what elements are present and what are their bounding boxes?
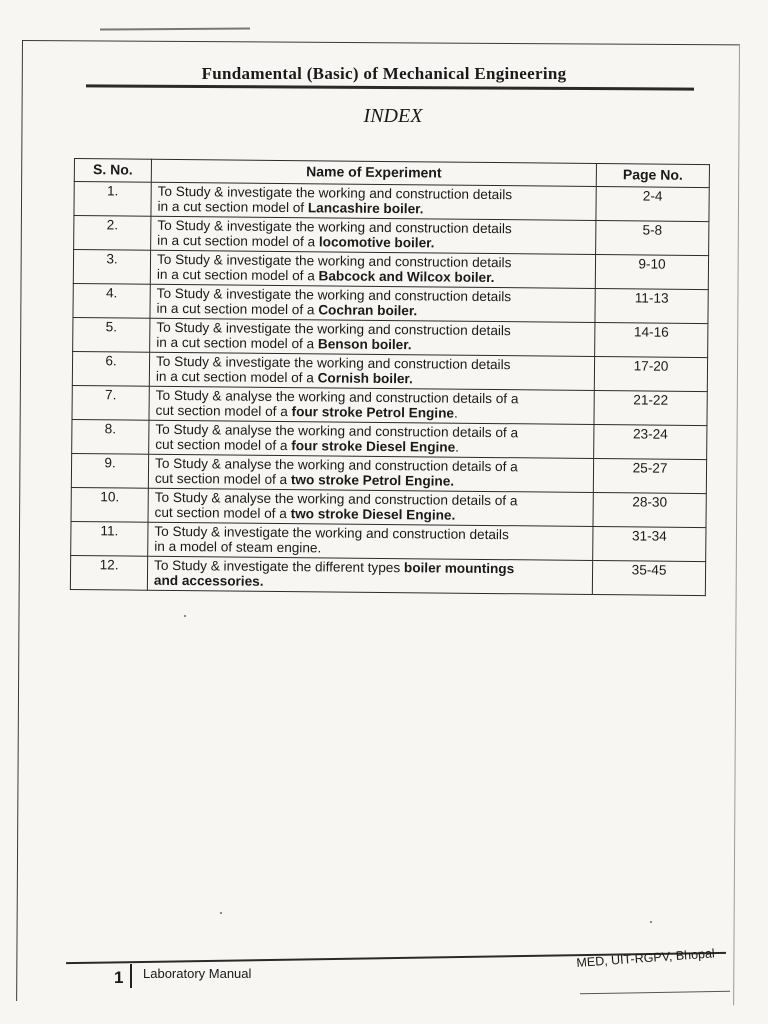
row-experiment-name (151, 182, 596, 220)
index-table (70, 158, 710, 596)
experiment-name-segment: . (455, 439, 460, 455)
row-sno: 2. (74, 215, 151, 250)
paper-speck (184, 615, 186, 617)
experiment-name-segment: To Study & investigate the working and construction details (156, 251, 512, 270)
index-title: INDEX (363, 105, 423, 127)
row-experiment-name (150, 318, 595, 356)
row-page-range: 35-45 (592, 560, 705, 595)
row-sno: 8. (72, 419, 149, 454)
row-experiment-name (148, 522, 593, 560)
experiment-name-segment: in a cut section model of a (156, 300, 319, 318)
row-sno: 4. (73, 283, 150, 318)
row-page-range: 21-22 (594, 390, 707, 425)
experiment-name-bold-segment: Cornish boiler. (317, 370, 413, 387)
experiment-name-segment: cut section model of a (154, 504, 291, 522)
experiment-name-bold-segment: two stroke Petrol Engine. (290, 472, 455, 489)
row-sno: 3. (73, 249, 150, 284)
experiment-name-segment: To Study & analyse the working and construction details of a (155, 455, 518, 474)
experiment-name-bold-segment: boiler mountings (403, 559, 515, 576)
table-row (70, 555, 705, 595)
page-edge-mark (100, 27, 250, 30)
experiment-name-segment: To Study & investigate the working and construction details (156, 285, 512, 304)
row-page-range: 11-13 (595, 288, 708, 323)
row-page-range: 17-20 (594, 356, 707, 391)
experiment-name-segment: To Study & analyse the working and construction details of a (155, 387, 519, 406)
footer-left-text: Laboratory Manual (143, 966, 252, 981)
row-page-range: 28-30 (593, 492, 706, 527)
experiment-name-segment: To Study & investigate the working and construction details (155, 353, 511, 372)
row-sno: 11. (71, 521, 148, 556)
experiment-name-segment: cut section model of a (155, 402, 292, 420)
experiment-name-bold-segment: Benson boiler. (317, 336, 412, 353)
experiment-name-segment: . (453, 405, 458, 421)
row-sno: 6. (72, 351, 149, 386)
paper-speck (220, 912, 222, 914)
row-page-range: 9-10 (595, 254, 708, 289)
footer-right-text: MED, UIT-RGPV, Bhopal (576, 946, 716, 970)
experiment-name-segment: To Study & investigate the working and construction details (154, 523, 509, 542)
experiment-name-segment: To Study & analyse the working and construction details of a (154, 489, 518, 508)
row-experiment-name (150, 250, 595, 288)
row-page-range: 2-4 (596, 186, 709, 221)
row-page-range: 14-16 (595, 322, 708, 357)
experiment-name-segment: To Study & investigate the working and construction details (157, 183, 513, 202)
row-experiment-name (149, 420, 594, 458)
header-title: Fundamental (Basic) of Mechanical Engineering (201, 64, 567, 83)
experiment-name-segment: in a cut section model of a (157, 232, 319, 250)
experiment-name-bold-segment: Lancashire boiler. (307, 200, 424, 217)
row-sno: 1. (74, 181, 151, 216)
header-name: Name of Experiment (151, 159, 596, 186)
experiment-name-bold-segment: four stroke Diesel Engine (291, 438, 456, 455)
experiment-name-bold-segment: Cochran boiler. (318, 302, 418, 319)
experiment-name-bold-segment: Babcock and Wilcox boiler. (318, 268, 495, 286)
experiment-name-bold-segment: four stroke Petrol Engine (291, 404, 455, 421)
experiment-name-segment: in a cut section model of (157, 198, 308, 216)
row-sno: 7. (72, 385, 149, 420)
experiment-name-line (154, 573, 586, 593)
experiment-name-segment: in a cut section model of a (155, 368, 318, 386)
paper-speck (650, 921, 652, 923)
experiment-name-bold-segment: locomotive boiler. (318, 234, 435, 251)
row-page-range: 23-24 (594, 424, 707, 459)
row-experiment-name (151, 216, 596, 254)
row-sno: 9. (71, 453, 148, 488)
row-experiment-name (150, 284, 595, 322)
experiment-name-bold-segment: two stroke Diesel Engine. (290, 506, 456, 523)
header-page: Page No. (596, 164, 709, 188)
table-body (70, 181, 709, 595)
row-sno: 5. (73, 317, 150, 352)
experiment-name-segment: To Study & analyse the working and construction details of a (155, 421, 519, 440)
row-experiment-name (148, 488, 593, 526)
row-page-range: 31-34 (593, 526, 706, 561)
experiment-name-bold-segment: and accessories. (153, 572, 264, 589)
row-page-range: 25-27 (593, 458, 706, 493)
header-sno: S. No. (74, 159, 151, 182)
experiment-name-segment: To Study & investigate the working and construction details (157, 217, 512, 236)
experiment-name-segment: To Study & investigate the working and construction details (156, 319, 511, 338)
row-experiment-name (149, 352, 594, 390)
experiment-name-segment: in a cut section model of a (156, 266, 319, 284)
row-sno: 12. (70, 555, 147, 590)
row-page-range: 5-8 (596, 220, 709, 255)
footer-separator (130, 964, 132, 988)
experiment-name-segment: To Study & investigate the different types (154, 557, 405, 575)
row-experiment-name (149, 386, 594, 424)
row-experiment-name (148, 454, 593, 492)
experiment-name-segment: in a model of steam engine. (154, 538, 322, 556)
experiment-name-segment: cut section model of a (155, 436, 292, 454)
row-sno: 10. (71, 487, 148, 522)
experiment-name-segment: in a cut section model of a (156, 334, 319, 352)
experiment-name-segment: cut section model of a (154, 470, 292, 488)
footer-page-number: 1 (114, 968, 124, 987)
row-experiment-name (147, 556, 592, 594)
